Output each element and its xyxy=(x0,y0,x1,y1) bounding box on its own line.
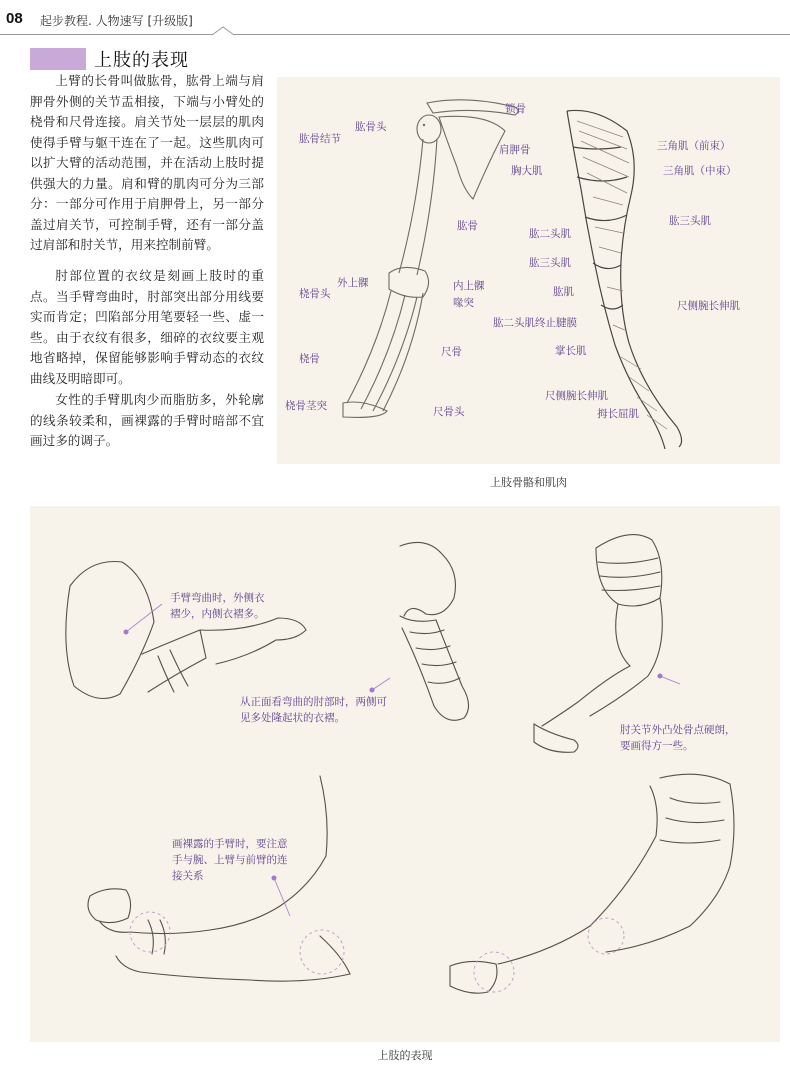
label-humerus-tubercle: 肱骨结节 xyxy=(299,133,341,145)
figure2-caption: 上肢的表现 xyxy=(377,1049,433,1062)
note-bare-arm-line-2: 手与腕、上臂与前臂的连 xyxy=(172,854,288,866)
book-title: 起步教程. 人物速写 [升级版] xyxy=(40,14,193,28)
note-elbow-front xyxy=(240,694,387,726)
label-clavicle: 锁骨 xyxy=(505,103,526,115)
label-flexor-pollicis-longus: 拇长屈肌 xyxy=(597,408,639,420)
anatomy-figure xyxy=(277,77,780,464)
label-pectoralis-major: 胸大肌 xyxy=(511,165,543,177)
label-scapula: 肩胛骨 xyxy=(499,144,531,156)
label-coracoid: 喙突 xyxy=(453,297,474,309)
note-bent-arm xyxy=(170,590,265,622)
label-humerus: 肱骨 xyxy=(457,220,478,232)
label-radial-head: 桡骨头 xyxy=(299,288,331,300)
note-elbow-front-line-1: 从正面看弯曲的肘部时，两侧可 xyxy=(240,696,387,708)
arm-sketches-figure xyxy=(30,506,780,1042)
section-title-bar xyxy=(30,48,86,70)
label-medial-epicondyle: 内上髁 xyxy=(453,280,485,292)
header-rule xyxy=(0,34,790,35)
label-lateral-epicondyle: 外上髁 xyxy=(337,277,369,289)
label-triceps-left: 肱三头肌 xyxy=(529,257,571,269)
label-radius: 桡骨 xyxy=(299,353,320,365)
note-bent-arm-line-1: 手臂弯曲时，外侧衣 xyxy=(170,592,265,604)
body-paragraph-3: 女性的手臂肌肉少而脂肪多，外轮廓的线条较柔和，画裸露的手臂时暗部不宜画过多的调子。 xyxy=(30,392,264,448)
label-ulna-head: 尺骨头 xyxy=(433,406,465,418)
label-ecrl-left: 尺侧腕长伸肌 xyxy=(545,390,608,402)
note-elbow-front-line-2: 见多处隆起状的衣褶。 xyxy=(240,712,345,724)
label-brachialis: 肱肌 xyxy=(553,286,574,298)
note-bare-arm-line-1: 画裸露的手臂时，要注意 xyxy=(172,838,288,850)
body-paragraph-1: 上臂的长骨叫做肱骨，肱骨上端与肩胛骨外侧的关节盂相接，下端与小臂处的桡骨和尺骨连接。肩关节处一层层的肌肉使得手臂与躯干连在了一起。这些肌肉可以扩大臂的活动范围，并在活动上肢时提供强大的力量。肩和臂的肌肉可分为三部分：一部分可作用于肩胛骨上，另一部分盖过肩关节，可控制手臂，还有一部分盖过肩部和肘关节，用来控制前臂。 xyxy=(30,73,264,252)
section-title: 上肢的表现 xyxy=(94,50,189,71)
arm-sketches-illustration xyxy=(30,506,780,1042)
arm-muscle-illustration xyxy=(277,77,780,464)
note-bare-arm-line-3: 接关系 xyxy=(172,870,204,882)
note-elbow-bone-line-1: 肘关节外凸处骨点硬朗， xyxy=(620,724,736,736)
figure1-caption: 上肢骨骼和肌肉 xyxy=(490,476,567,489)
label-biceps: 肱二头肌 xyxy=(529,228,571,240)
label-deltoid-middle: 三角肌（中束） xyxy=(663,165,737,177)
body-paragraph-2: 肘部位置的衣纹是刻画上肢时的重点。当手臂弯曲时，肘部突出部分用线要实而肯定；凹陷部分用笔要轻一些、虚一些。由于衣纹有很多，细碎的衣纹要主观地省略掉，保留能够影响手臂动态的衣纹曲线及明暗即可。 xyxy=(30,268,264,386)
label-radial-styloid: 桡骨茎突 xyxy=(285,400,327,412)
label-deltoid-anterior: 三角肌（前束） xyxy=(657,140,731,152)
label-ecrl-right: 尺侧腕长伸肌 xyxy=(677,300,740,312)
note-bare-arm xyxy=(172,836,288,884)
page-number: 08 xyxy=(6,10,23,27)
label-humerus-head: 肱骨头 xyxy=(355,121,387,133)
header-notch xyxy=(212,26,234,36)
note-elbow-bone-line-2: 要画得方一些。 xyxy=(620,740,694,752)
label-ulna: 尺骨 xyxy=(441,346,462,358)
label-bicipital-aponeurosis: 肱二头肌终止腱膜 xyxy=(493,317,577,329)
note-bent-arm-line-2: 褶少，内侧衣褶多。 xyxy=(170,608,265,620)
label-triceps-right: 肱三头肌 xyxy=(669,215,711,227)
label-palmaris-longus: 掌长肌 xyxy=(555,345,587,357)
note-elbow-bone xyxy=(620,722,736,754)
